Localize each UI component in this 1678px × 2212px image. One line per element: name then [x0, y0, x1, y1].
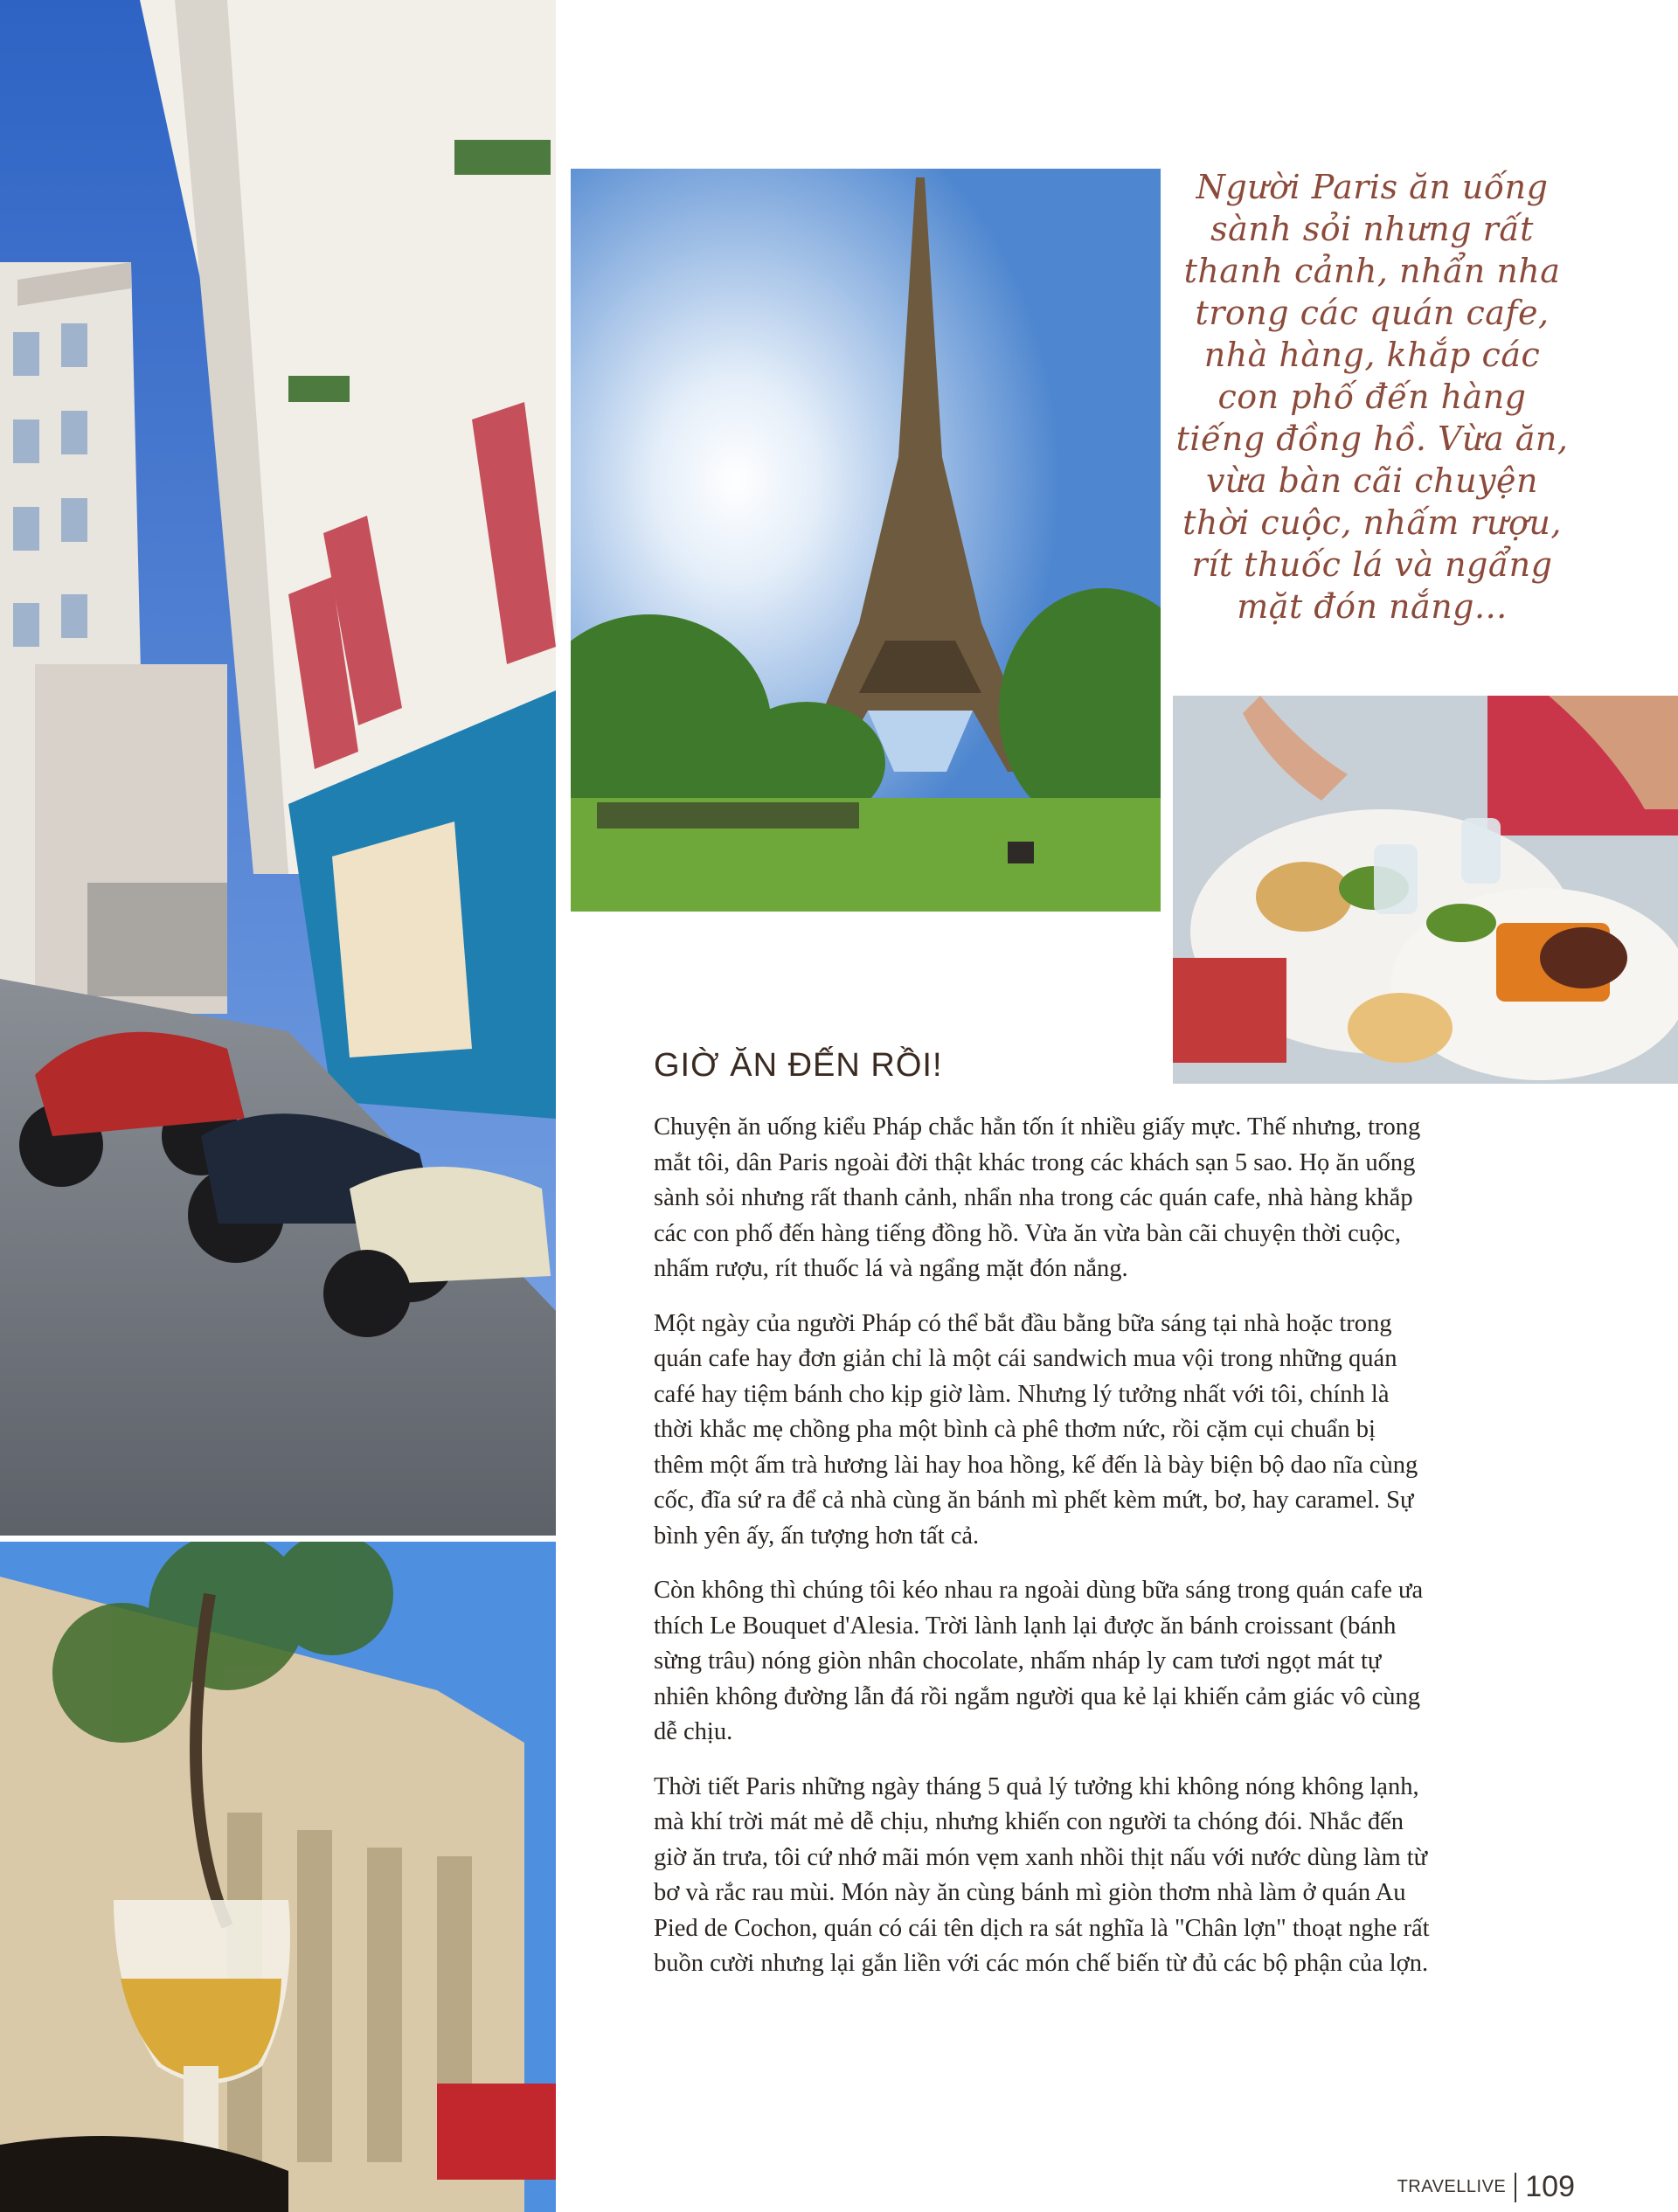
meal-photo [1173, 696, 1678, 1084]
section-heading: GIỜ ĂN ĐẾN RỒI! [654, 1047, 943, 1084]
article-body [654, 1110, 1432, 2001]
page-footer [1397, 2170, 1575, 2204]
paragraph: Một ngày của người Pháp có thể bắt đầu bằng bữa sáng tại nhà hoặc trong quán cafe hay đơn giản chỉ là một cái sandwich mua vội trong những quán café hay tiệm bánh cho kịp giờ làm. Nhưng lý tưởng nhất với tôi, chính là thời khắc mẹ chồng pha một bình cà phê thơm nức, rồi cặm cụi chuẩn bị thêm một ấm trà hương lài hay hoa hồng, kế đến là bày biện bộ dao nĩa cùng cốc, đĩa sứ ra để cả nhà cùng ăn bánh mì phết kèm mứt, bơ, hay caramel. Sự bình yên ấy, ấn tượng hơn tất cả. [654, 1309, 1418, 1550]
pull-quote: Người Paris ăn uống sành sỏi nhưng rất thanh cảnh, nhẩn nha trong các quán cafe, nhà hàng, khắp các con phố đến hàng tiếng đồng hồ. Vừa ăn, vừa bàn cãi chuyện thời cuộc, nhấm rượu, rít thuốc lá và ngẩng mặt đón nắng... [1175, 168, 1569, 626]
magazine-brand: TRAVELLIVE [1397, 2177, 1507, 2196]
page-number: 109 [1525, 2170, 1575, 2203]
footer-divider [1515, 2173, 1516, 2202]
beer-glass-photo [0, 1542, 556, 2212]
eiffel-tower-photo [571, 169, 1161, 912]
paragraph: Thời tiết Paris những ngày tháng 5 quả lý tưởng khi không nóng không lạnh, mà khí trời mát mẻ dễ chịu, nhưng khiến con người ta chóng đói. Nhắc đến giờ ăn trưa, tôi cứ nhớ mãi món vẹm xanh nhồi thịt nấu với nước dùng làm từ bơ và rắc rau mùi. Món này ăn cùng bánh mì giòn thơm nhà làm ở quán Au Pied de Cochon, quán có cái tên dịch ra sát nghĩa là "Chân lợn" thoạt nghe rất buồn cười nhưng lại gắn liền với các món chế biến từ đủ các bộ phận của lợn. [654, 1772, 1430, 1977]
paragraph: Còn không thì chúng tôi kéo nhau ra ngoài dùng bữa sáng trong quán cafe ưa thích Le Bouquet d'Alesia. Trời lành lạnh lại được ăn bánh croissant (bánh sừng trâu) nóng giòn nhân chocolate, nhấm nháp ly cam tươi ngọt mát tự nhiên không đường lẫn đá rồi ngắm người qua kẻ lại khiến cảm giác vô cùng dễ chịu. [654, 1577, 1424, 1745]
paragraph: Chuyện ăn uống kiểu Pháp chắc hẳn tốn ít nhiều giấy mực. Thế nhưng, trong mắt tôi, dân Paris ngoài đời thật khác trong các khách sạn 5 sao. Họ ăn uống sành sỏi nhưng rất thanh cảnh, nhẩn nha trong các quán cafe, nhà hàng khắp các con phố đến hàng tiếng đồng hồ. Vừa ăn vừa bàn cãi chuyện thời cuộc, nhấm rượu, rít thuốc lá và ngẩng mặt đón nắng. [654, 1113, 1421, 1282]
street-photo [0, 0, 556, 1536]
